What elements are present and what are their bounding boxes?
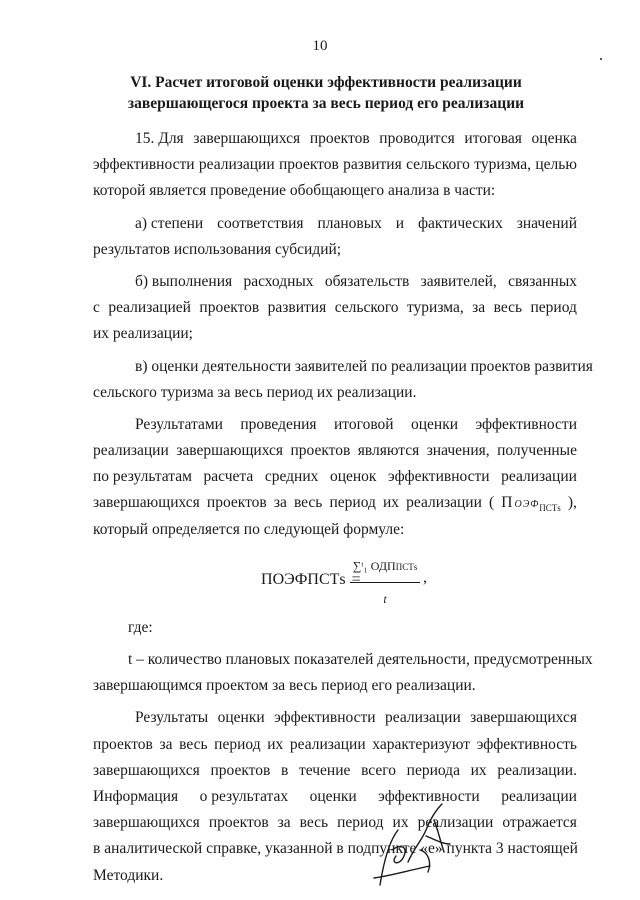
word: периода xyxy=(406,761,460,779)
word: в xyxy=(280,761,289,779)
heading-line-1: VI. Расчет итоговой оценки эффективности реализации xyxy=(130,74,522,91)
word: соответствия xyxy=(217,214,304,232)
section-heading xyxy=(60,72,592,114)
word: завершающихся xyxy=(93,814,200,832)
paragraph-final xyxy=(93,705,577,888)
p-final-line xyxy=(93,863,577,889)
t-definition-line-2: завершающимся проектом за весь период его реализации. xyxy=(93,677,476,695)
word: завершающихся xyxy=(93,761,200,779)
p-final-line xyxy=(93,758,577,784)
word: реализации xyxy=(385,709,461,727)
word: по результатам xyxy=(93,468,192,486)
formula-lhs: П ОЭФ ПСТs = xyxy=(261,570,361,588)
heading-line-2: завершающегося проекта за весь период его реализации xyxy=(127,95,525,112)
word: за xyxy=(277,814,291,832)
p-final-line xyxy=(93,732,577,758)
word: с xyxy=(93,299,100,317)
word: проектов xyxy=(290,442,351,460)
word: сельского xyxy=(406,156,470,174)
word: завершающихся xyxy=(193,130,301,147)
p-final-line xyxy=(93,705,577,731)
p-final-line xyxy=(93,784,577,810)
word: их xyxy=(267,735,284,753)
word: 15. Для xyxy=(135,130,184,147)
word: весь xyxy=(179,735,208,753)
where-line: где: xyxy=(128,618,153,636)
item-a xyxy=(93,211,577,263)
word: Результатами xyxy=(135,415,223,433)
word: целью xyxy=(535,156,577,174)
paragraph-results-last-line: который определяется по следующей формуле: xyxy=(93,520,405,538)
word: весь xyxy=(293,494,323,512)
word: период xyxy=(329,494,376,512)
word: за xyxy=(273,494,287,512)
word: завершающихся xyxy=(470,709,577,727)
p15-line xyxy=(93,126,577,152)
word: туризма, xyxy=(406,299,464,317)
word: проектов xyxy=(199,299,260,317)
word: расходных xyxy=(243,272,314,290)
word: развития xyxy=(267,299,327,317)
p-results-line xyxy=(93,464,577,490)
word: весь xyxy=(299,814,329,832)
word: заявителей, xyxy=(420,272,497,290)
word: развития xyxy=(343,156,402,174)
item-c-line xyxy=(93,380,577,406)
word: итоговая xyxy=(464,130,522,147)
word: проектов xyxy=(309,130,370,147)
word: туризма, xyxy=(474,156,532,174)
word: проведения xyxy=(240,415,317,433)
word: реализации xyxy=(289,735,366,753)
formula-comma: , xyxy=(423,568,427,586)
word: ( xyxy=(489,494,495,512)
formula xyxy=(93,547,577,607)
word: завершающихся xyxy=(176,442,284,460)
p-results-line xyxy=(93,412,577,438)
word: проводится xyxy=(379,130,455,147)
item-b-line xyxy=(93,269,577,295)
p-final-line xyxy=(93,836,577,862)
word: плановых xyxy=(317,214,382,232)
word: их xyxy=(383,494,400,512)
t-definition-line-1: t – количество плановых показателей деятельности, предусмотренных xyxy=(128,651,593,668)
word: их xyxy=(392,814,409,832)
word: реализации xyxy=(406,494,482,512)
item-b-line xyxy=(93,295,577,321)
word: средних xyxy=(264,468,319,486)
word: всего xyxy=(361,761,396,779)
p15-line xyxy=(93,178,577,204)
handwritten-signature xyxy=(370,800,470,895)
word: значения, xyxy=(426,442,490,460)
word: о результатах xyxy=(199,787,289,805)
p-final-line xyxy=(93,810,577,836)
word: в) оценки деятельности заявителей по реализации проектов развития xyxy=(135,357,593,375)
word: реализацией xyxy=(108,299,191,317)
item-a-line xyxy=(93,211,577,237)
word: реализации xyxy=(198,156,275,174)
word: проектов xyxy=(206,494,267,512)
paragraph-results xyxy=(93,412,577,517)
word: проектов xyxy=(208,814,269,832)
item-a-line xyxy=(93,237,577,263)
word: проектов xyxy=(210,761,271,779)
word: отражается xyxy=(502,814,577,832)
word: Результаты xyxy=(135,709,209,727)
word: эффективности xyxy=(388,468,490,486)
item-b-line xyxy=(93,321,577,347)
word: в аналитической справке, указанной в подпункте «е» пункта 3 настоящей xyxy=(93,840,578,858)
word: расчета xyxy=(203,468,254,486)
p15-line xyxy=(93,152,577,178)
word: б) выполнения xyxy=(135,272,233,290)
word: и xyxy=(395,214,405,232)
word: полученные xyxy=(497,442,577,460)
word: значений xyxy=(516,214,577,232)
formula-denominator: t xyxy=(383,592,387,607)
word: итоговой xyxy=(333,415,394,433)
word: связанных xyxy=(508,272,577,290)
word: сельского туризма за весь период их реализации. xyxy=(93,383,417,401)
document-body xyxy=(93,126,593,889)
inline-formula-symbol: П ОЭФ ПСТs xyxy=(501,494,561,514)
p-results-line xyxy=(93,490,577,516)
word: проектов xyxy=(278,156,339,174)
word: эффективности xyxy=(274,709,376,727)
paragraph-15 xyxy=(93,126,577,205)
word: весь xyxy=(493,299,523,317)
word: реализации xyxy=(501,468,577,486)
word: оценки xyxy=(411,415,459,433)
word: проектов xyxy=(93,735,153,753)
word: эффективность xyxy=(476,735,577,753)
word: а) степени xyxy=(135,214,204,232)
word: характеризуют xyxy=(372,735,471,753)
formula-fraction xyxy=(350,553,420,612)
word: оценки xyxy=(217,709,265,727)
word: являются xyxy=(357,442,420,460)
word: эффективности xyxy=(93,156,195,174)
word: сельского xyxy=(334,299,399,317)
word: период xyxy=(214,735,261,753)
item-c xyxy=(93,354,593,406)
page-number: 10 xyxy=(312,38,328,54)
word: реализации. xyxy=(497,761,577,779)
word: реализации xyxy=(501,787,577,805)
word: которой является проведение обобщающего анализа в части: xyxy=(93,182,496,200)
p-results-line xyxy=(93,438,577,464)
word: Информация xyxy=(93,787,179,805)
word: реализации xyxy=(417,814,494,832)
item-c-line xyxy=(93,354,593,380)
word: оценок xyxy=(329,468,377,486)
word: обязательств xyxy=(324,272,410,290)
scan-speck xyxy=(600,58,602,60)
word: за xyxy=(472,299,486,317)
word: результатов использования субсидий; xyxy=(93,240,342,258)
closing-bracket: ), xyxy=(567,494,577,512)
word: за xyxy=(159,735,173,753)
word: завершающихся xyxy=(93,494,200,512)
word: течение xyxy=(298,761,351,779)
word: фактических xyxy=(418,214,503,232)
item-b xyxy=(93,269,577,348)
word: период xyxy=(337,814,384,832)
word: эффективности xyxy=(475,415,577,433)
word: их xyxy=(470,761,487,779)
word: эффективности xyxy=(378,787,480,805)
word: их реализации; xyxy=(93,325,193,343)
word: реализации xyxy=(93,442,169,460)
word: Методики. xyxy=(93,866,164,884)
word: оценки xyxy=(309,787,357,805)
word: период xyxy=(530,299,577,317)
formula-numerator: ∑ᵗ₁ ОДППСТs xyxy=(350,553,420,583)
word: оценка xyxy=(531,130,577,147)
